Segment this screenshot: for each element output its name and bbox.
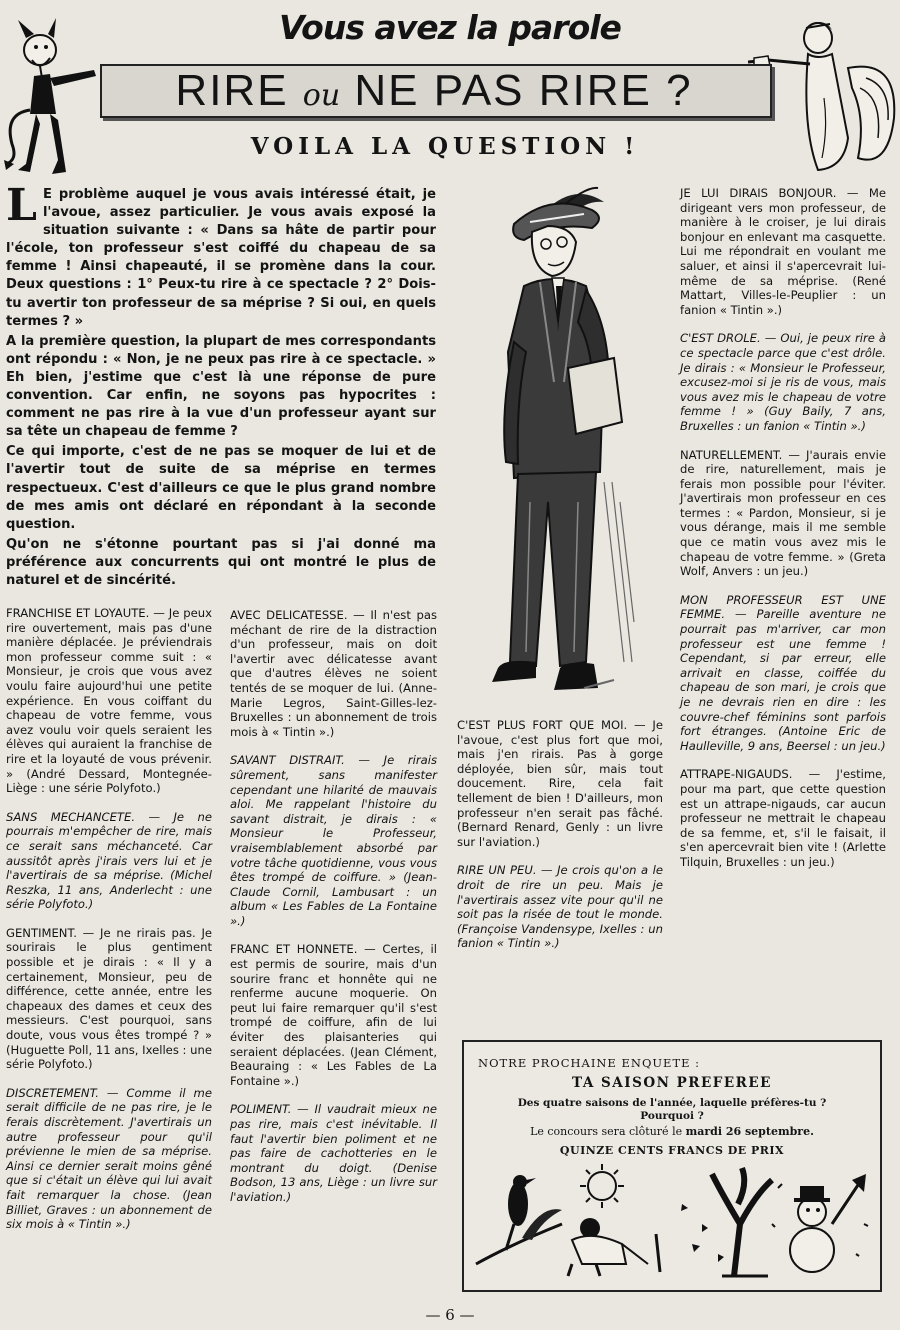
entry-rire-un-peu xyxy=(457,863,663,951)
closing-prefix: Le concours sera clôturé le xyxy=(530,1125,686,1138)
entry-body: — Oui, je peux rire à ce spectacle parce que c'est drôle. Je dirais : « Monsieur le Professeur, excusez-moi si je ris de vous, mais vous avez mis le chapeau de votre femme ! » (Guy Baily, 7 ans, Bruxelles : un fanion « Tintin ».) xyxy=(680,331,886,433)
question-line-1: Des quatre saisons de l'année, laquelle préfères-tu ? xyxy=(517,1097,827,1109)
entry-body: — Il vaudrait mieux ne pas rire, mais c'est inévitable. Il faut l'avertir bien poliment et ne pas faire de cachotteries en le montrant du doigt. (Denise Bodson, 13 ans, Liège : un livre sur l'aviation.) xyxy=(230,1102,437,1204)
prize-amount: QUINZE CENTS FRANCS DE PRIX xyxy=(559,1144,785,1157)
entry-body: — Je ne rirais pas. Je sourirais le plus gentiment possible et je dirais : « Il y a certainement, Monsieur, peu de différence, cette année, entre les chapeaux des dames et ceux des messieurs. C'est pourquoi, sans doute, vous vous êtes trompé ? » (Huguette Poll, 11 ans, Ixelles : une série Polyfoto.) xyxy=(6,925,212,1072)
column-b xyxy=(230,608,437,1219)
entry-body: — Comme il me serait difficile de ne pas rire, je le ferais discrètement. J'avertirais un autre professeur pour qu'il prévienne le mien de sa méprise. Ainsi ce dernier serait moins gêné que si c'était un élève qui lui avait fait remarquer la chose. (Jean Billiet, Graves : un abonnement de six mois à « Tintin ».) xyxy=(6,1085,212,1232)
closing-date: mardi 26 septembre. xyxy=(685,1125,814,1138)
intro-paragraph-2: A la première question, la plupart de mes correspondants ont répondu : « Non, je ne peux pas rire à ce spectacle. » Eh bien, j'estime que c'est là une réponse de pure convention. Car enfin, ne soyons pas hypocrites : comment ne pas rire à la vue d'un professeur ayant sur sa tête un chapeau de femme ? xyxy=(6,333,436,440)
title-part-2: NE PAS RIRE ? xyxy=(354,66,693,115)
entry-heading: POLIMENT. xyxy=(230,1102,292,1117)
contest-closing xyxy=(462,1125,882,1138)
entry-heading: C'EST DROLE. xyxy=(680,331,761,346)
entry-heading: AVEC DELICATESSE. xyxy=(230,608,348,622)
entry-attrape-nigauds xyxy=(680,767,886,869)
column-right xyxy=(680,186,886,884)
entry-heading: GENTIMENT. xyxy=(6,925,77,940)
entry-delicatesse xyxy=(230,608,437,739)
entry-franchise xyxy=(6,606,212,796)
entry-plus-fort xyxy=(457,718,663,849)
entry-heading: FRANC ET HONNETE. xyxy=(230,942,358,957)
entry-heading: SAVANT DISTRAIT. xyxy=(230,753,345,768)
entry-heading: FRANCHISE ET LOYAUTE. xyxy=(6,606,150,620)
drop-cap: L xyxy=(6,180,37,231)
entry-body: — J'estime, pour ma part, que cette question est un attrape-nigauds, car aucun professeur ne mettrait le chapeau de sa femme, et, s'il le faisait, il s'en apercevrait bien vite ! (Arlette Tilquin, Bruxelles : un jeu.) xyxy=(680,767,886,869)
entry-body: — Certes, il est permis de sourire, mais d'un sourire franc et honnête qui ne renferme aucune moquerie. On peut lui faire remarquer qu'il s'est trompé de coiffure, afin de lui éviter des plaisanteries qui seraient déplacées. (Jean Clément, Beauraing : « Les Fables de La Fontaine ».) xyxy=(230,942,437,1088)
intro-paragraph-3: Ce qui importe, c'est de ne pas se moquer de lui et de l'avertir tout de suite de sa méprise en termes respectueux. C'est d'ailleurs ce que le plus grand nombre de mes amis ont déclaré en répondant à la seconde question. xyxy=(6,444,436,532)
entry-body: — Pareille aventure ne pourrait pas m'arriver, car mon professeur est une femme ! Cependant, si par erreur, elle arrivait en classe, coiffée du chapeau de son mari, je crois que je ne devrais rien en dire : les couvre-chef féminins sont parfois fort étranges. (Antoine Eric de Haulleville, 9 ans, Beersel : un jeu.) xyxy=(680,607,886,753)
next-survey-title: TA SAISON PREFEREE xyxy=(572,1075,772,1091)
entry-drole xyxy=(680,331,886,433)
entry-franc-honnete xyxy=(230,942,437,1088)
entry-body: — Je peux rire ouvertement, mais pas d'une manière déplacée. Je préviendrais mon professeur comme suit : « Monsieur, je crois que vous avez voulu faire aujourd'hui une petite expérience. En vous coiffant du chapeau de votre femme, vous avez voulu voir quels seraient les élèves qui auraient la franchise de rire et la loyauté de vous prévenir. » (André Dessard, Montegnée-Liège : une série Polyfoto.) xyxy=(6,606,213,796)
column-a xyxy=(6,606,212,1246)
devil-illustration xyxy=(4,14,114,184)
page-subtitle: VOILA LA QUESTION ! xyxy=(250,133,640,160)
entry-bonjour xyxy=(680,186,886,317)
title-ou: ou xyxy=(302,78,341,113)
entry-body: — Me dirigeant vers mon professeur, de manière à le croiser, je lui dirais bonjour en enlevant ma casquette. Lui me répondrait en voulant me saluer, et ainsi il s'apercevrait lui-même de sa méprise. (René Mattart, Villes-le-Peuplier : un fanion « Tintin ».) xyxy=(680,186,886,317)
entry-heading: C'EST PLUS FORT QUE MOI. xyxy=(457,718,628,732)
entry-mon-professeur xyxy=(680,593,886,754)
section-kicker: Vous avez la parole xyxy=(279,8,621,47)
column-c xyxy=(457,718,663,965)
next-survey-question xyxy=(462,1097,882,1123)
entry-savant-distrait xyxy=(230,753,437,928)
entry-naturellement xyxy=(680,448,886,579)
professor-illustration xyxy=(474,182,640,704)
entry-heading: RIRE UN PEU. xyxy=(457,863,537,878)
intro-paragraph-4: Qu'on ne s'étonne pourtant pas si j'ai donné ma préférence aux concurrents qui ont montré le plus de naturel et de sincérité. xyxy=(6,536,436,588)
question-line-2: Pourquoi ? xyxy=(640,1110,704,1122)
entry-heading: NATURELLEMENT. xyxy=(680,447,783,462)
entry-heading: JE LUI DIRAIS BONJOUR. xyxy=(680,186,837,200)
entry-poliment xyxy=(230,1102,437,1204)
entry-body: — Je l'avoue, c'est plus fort que moi, mais j'en rirais. Pas à gorge déployée, bien sûr, mais tout doucement. Rire, cela fait tellement de bien ! D'ailleurs, mon professeur n'en serait pas fâché. (Bernard Renard, Genly : un livre sur l'aviation.) xyxy=(457,718,663,849)
entry-gentiment xyxy=(6,926,212,1072)
entry-heading: DISCRETEMENT. xyxy=(6,1085,99,1100)
entry-heading: ATTRAPE-NIGAUDS. xyxy=(680,767,793,782)
intro-p1-text: E problème auquel je vous avais intéressé était, je l'avoue, assez particulier. Je vous avais exposé la situation suivante : « Dans sa hâte de partir pour l'école, ton professeur s'est coiffé du chapeau de sa femme ! Ainsi chapeauté, il se promène dans la cour. Deux questions : 1° Peux-tu rire à ce spectacle ? 2° Dois-tu avertir ton professeur de sa méprise ? Si oui, en quels termes ? » xyxy=(6,187,436,329)
intro-paragraph-1 xyxy=(6,180,436,331)
entry-heading: SANS MECHANCETE. xyxy=(6,809,136,824)
entry-heading: MON PROFESSEUR EST UNE FEMME. xyxy=(680,592,886,622)
entry-body: — Je crois qu'on a le droit de rire un peu. Mais je l'avertirais assez vite pour qu'il ne soit pas la risée de tout le monde. (Françoise Vandensype, Ixelles : un fanion « Tintin ».) xyxy=(457,863,663,951)
page-title xyxy=(100,64,768,118)
title-part-1: RIRE xyxy=(175,66,289,115)
entry-body: — Je rirais sûrement, sans manifester cependant une hilarité de mauvais aloi. Me rappelant l'histoire du savant distrait, je dirais : « Monsieur le Professeur, vraisemblablement absorbé par votre tâche quotidienne, vous vous êtes trompé de coiffure. » (Jean-Claude Cornil, Lambusart : un album « Les Fables de La Fontaine ».) xyxy=(230,753,437,928)
entry-body: — Il n'est pas méchant de rire de la distraction d'un professeur, mais on doit l'avertir avec délicatesse avant que d'autres élèves ne soient tentés de se moquer de lui. (Anne-Marie Legros, Saint-Gilles-lez-Bruxelles : un abonnement de trois mois à « Tintin ».) xyxy=(230,608,438,739)
seasons-illustration xyxy=(472,1164,872,1282)
entry-discretement xyxy=(6,1086,212,1232)
page-number: — 6 — xyxy=(425,1306,475,1324)
entry-body: — J'aurais envie de rire, naturellement, mais je ferais mon possible pour l'éviter. J'avertirais mon professeur en ces termes : « Pardon, Monsieur, si je vous dérange, mais il me semble que ce matin vous avez mis le chapeau de votre femme. » (Greta Wolf, Anvers : un jeu.) xyxy=(680,447,886,579)
next-survey-label: NOTRE PROCHAINE ENQUETE : xyxy=(478,1056,701,1070)
intro-text xyxy=(6,180,436,592)
entry-sans-mechancete xyxy=(6,810,212,912)
entry-body: — Je ne pourrais m'empêcher de rire, mais ce serait sans méchanceté. Car aussitôt après j'irais vers lui et je l'avertirais de sa méprise. (Michel Reszka, 11 ans, Anderlecht : une série Polyfoto.) xyxy=(6,809,212,912)
